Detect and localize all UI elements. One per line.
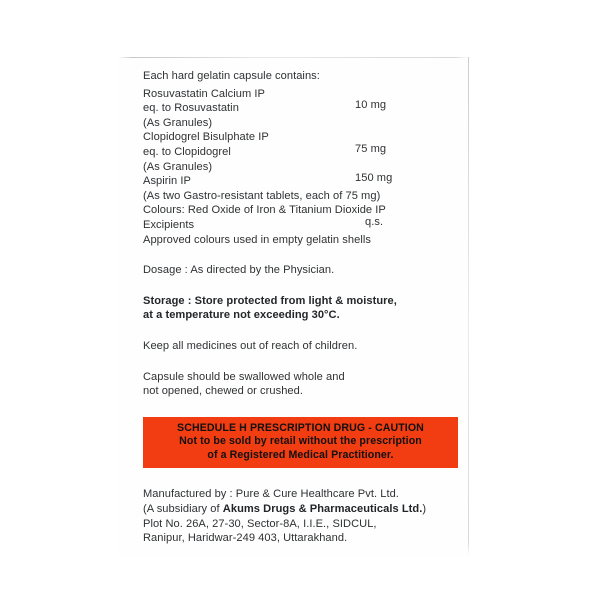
ingredient-name: (As Granules) (143, 160, 213, 173)
ingredient-name: eq. to Rosuvastatin (143, 102, 239, 115)
ingredient-name: eq. to Clopidogrel (143, 145, 231, 158)
ingredient-name: Approved colours used in empty gelatin shells (143, 233, 371, 246)
ingredient-value: q.s. (365, 215, 384, 228)
composition-row (143, 142, 453, 157)
warning-line-3: of a Registered Medical Practitioner. (207, 448, 394, 461)
manufacturer-address-line-1: Plot No. 26A, 27-30, Sector-8A, I.I.E., SIDCUL, (143, 517, 377, 530)
carton-text-content (143, 69, 453, 546)
medicine-carton-panel (118, 57, 469, 556)
schedule-h-warning-box (143, 417, 458, 469)
composition-heading: Each hard gelatin capsule contains: (143, 70, 320, 82)
ingredient-name: Excipients (143, 218, 195, 231)
composition-row (143, 113, 453, 128)
manufacturer-line-1: Manufactured by : Pure & Cure Healthcare Pvt. Ltd. (143, 488, 399, 501)
ingredient-name: Rosuvastatin Calcium IP (143, 87, 265, 100)
swallow-line-1: Capsule should be swallowed whole and (143, 370, 345, 383)
composition-row (143, 186, 453, 201)
composition-row (143, 127, 453, 142)
composition-row (143, 215, 453, 230)
manufacturer-line-2 (143, 502, 453, 517)
ingredient-value: 150 mg (355, 172, 393, 185)
storage-line-2: at a temperature not exceeding 30°C. (143, 309, 340, 322)
keep-out-of-reach-text: Keep all medicines out of reach of children. (143, 339, 358, 352)
ingredient-name: Colours: Red Oxide of Iron & Titanium Dioxide IP (143, 204, 386, 217)
composition-row (143, 98, 453, 113)
composition-row (143, 230, 453, 245)
storage-line-1: Storage : Store protected from light & moisture, (143, 294, 397, 307)
warning-line-1: SCHEDULE H PRESCRIPTION DRUG - CAUTION (177, 421, 424, 434)
ingredient-value: 75 mg (355, 142, 387, 155)
ingredient-name: (As Granules) (143, 116, 213, 129)
composition-row (143, 171, 453, 186)
swallow-instruction-section (143, 370, 453, 399)
ingredient-name: Clopidogrel Bisulphate IP (143, 131, 269, 144)
ingredient-name: (As two Gastro-resistant tablets, each of 75 mg) (143, 189, 381, 202)
manufacturer-address-line-2: Ranipur, Haridwar-249 403, Uttarakhand. (143, 532, 348, 545)
swallow-line-2: not opened, chewed or crushed. (143, 385, 304, 398)
composition-section (143, 69, 453, 244)
parent-company-name: Akums Drugs & Pharmaceuticals Ltd. (222, 503, 423, 516)
manufacturer-section (143, 487, 453, 545)
ingredient-value: 10 mg (355, 99, 387, 112)
subsidiary-suffix: ) (422, 503, 427, 516)
subsidiary-prefix: (A subsidiary of (143, 503, 223, 516)
ingredient-name: Aspirin IP (143, 175, 191, 188)
composition-row (143, 84, 453, 99)
composition-row (143, 157, 453, 172)
dosage-text: Dosage : As directed by the Physician. (143, 264, 335, 277)
composition-row (143, 200, 453, 215)
storage-section (143, 294, 453, 323)
warning-line-2: Not to be sold by retail without the prescription (179, 435, 422, 448)
